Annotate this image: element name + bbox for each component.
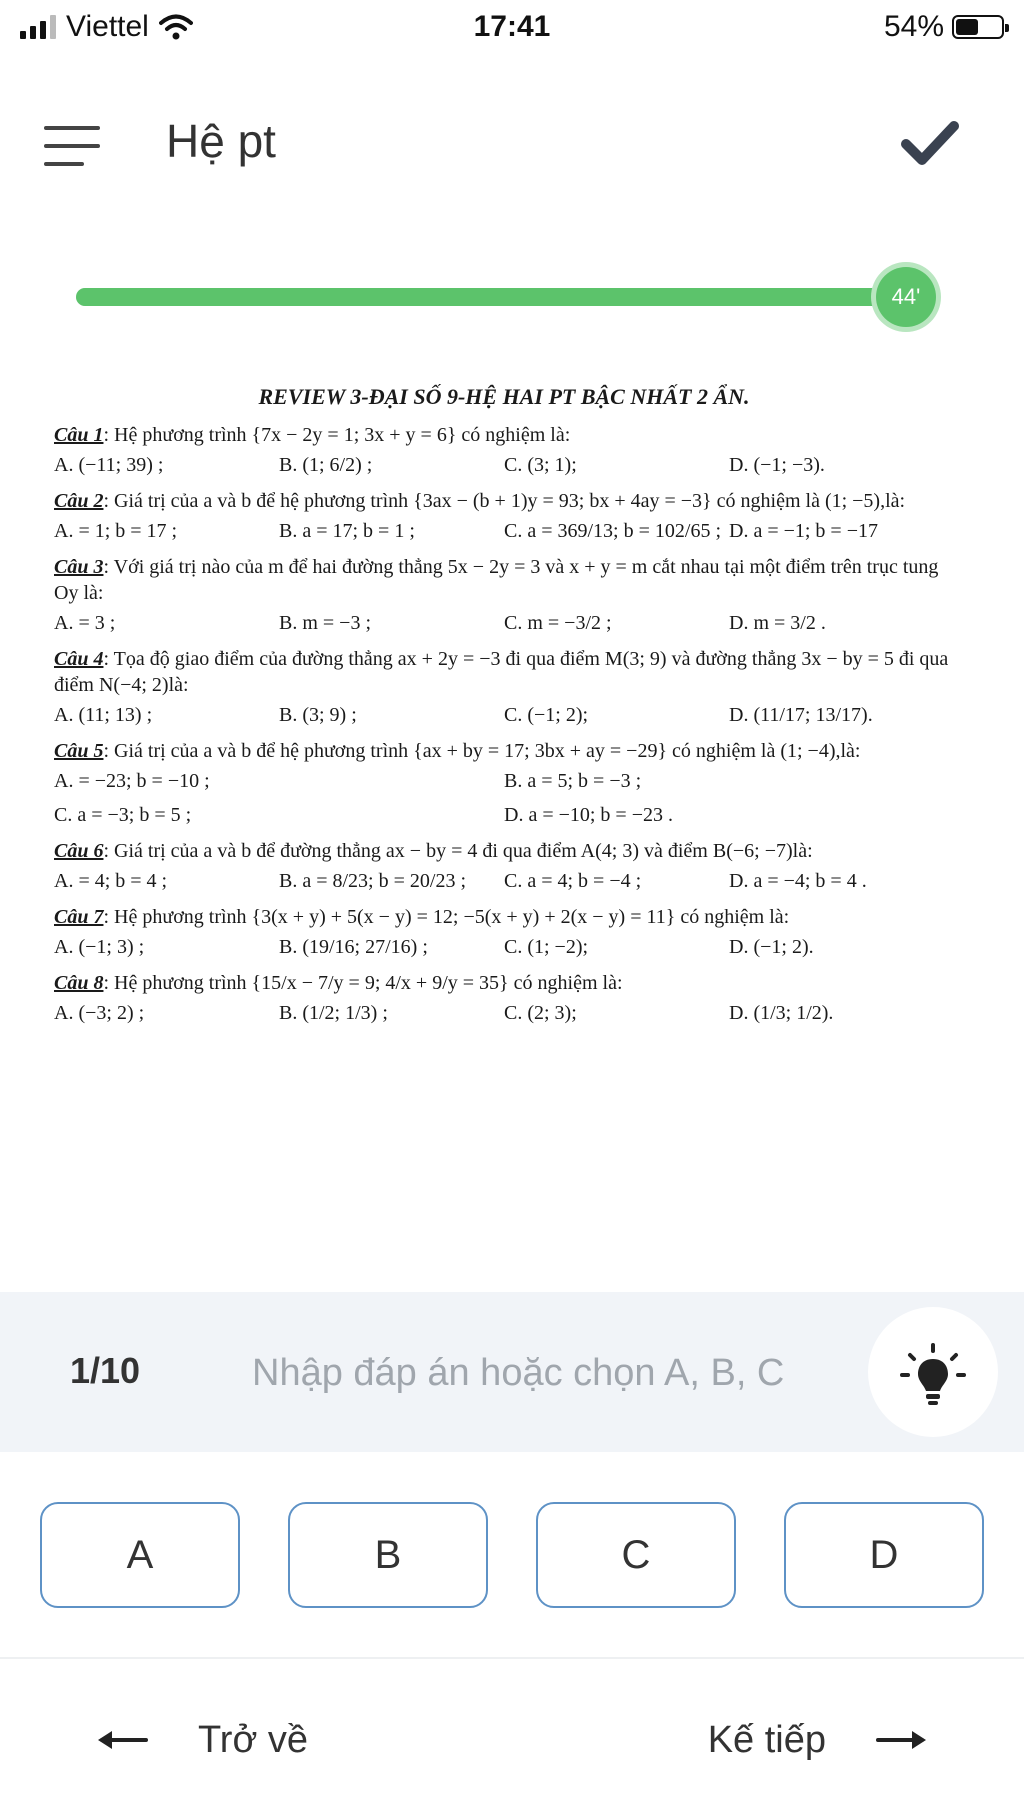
document-title: REVIEW 3-ĐẠI SỐ 9-HỆ HAI PT BẬC NHẤT 2 ẨN. — [258, 384, 750, 409]
battery-icon — [952, 15, 1004, 39]
question-2: Câu 2: Giá trị của a và b để hệ phương trình {3ax − (b + 1)y = 93; bx + 4ay = −3} có nghiệm là (1; −5),là: — [54, 490, 906, 512]
question-counter: 1/10 — [70, 1350, 141, 1391]
options-4: A. (11; 13) ; B. (3; 9) ; C. (−1; 2); D. (11/17; 13/17). — [54, 704, 873, 726]
progress-fill — [76, 288, 925, 306]
battery-group — [884, 10, 1004, 44]
choice-buttons — [40, 1502, 984, 1608]
progress-bar — [76, 288, 934, 306]
page-title: Hệ pt — [166, 115, 276, 167]
back-label: Trở về — [198, 1718, 309, 1761]
lightbulb-icon — [868, 1307, 998, 1437]
choice-c-button[interactable]: C — [536, 1502, 736, 1608]
hamburger-menu-icon[interactable] — [44, 126, 100, 166]
answer-input[interactable] — [250, 1332, 824, 1414]
wifi-icon — [159, 14, 193, 40]
question-6: Câu 6: Giá trị của a và b để đường thẳng ax − by = 4 đi qua điểm A(4; 3) và điểm B(−6; −7)là: — [54, 840, 813, 862]
next-button[interactable] — [708, 1710, 928, 1770]
timer-badge: 44' — [876, 267, 936, 327]
app-bar — [0, 90, 1024, 200]
arrow-left-icon — [96, 1728, 148, 1752]
options-7: A. (−1; 3) ; B. (19/16; 27/16) ; C. (1; −2); D. (−1; 2). — [54, 936, 814, 958]
options-5: A. = −23; b = −10 ; B. a = 5; b = −3 ; C. a = −3; b = 5 ; D. a = −10; b = −23 . — [54, 770, 673, 826]
battery-percent: 54% — [883, 10, 944, 43]
question-5: Câu 5: Giá trị của a và b để hệ phương trình {ax + by = 17; 3bx + ay = −29} có nghiệm là (1; −4),là: — [54, 740, 861, 762]
options-3: A. = 3 ; B. m = −3 ; C. m = −3/2 ; D. m = 3/2 . — [54, 612, 826, 634]
carrier-group — [20, 10, 193, 44]
question-7: Câu 7: Hệ phương trình {3(x + y) + 5(x − y) = 12; −5(x + y) + 2(x − y) = 11} có nghiệm là: — [54, 906, 790, 928]
next-label: Kế tiếp — [707, 1718, 826, 1761]
options-1: A. (−11; 39) ; B. (1; 6/2) ; C. (3; 1); D. (−1; −3). — [54, 454, 825, 476]
hint-button[interactable] — [868, 1307, 998, 1437]
battery-fill — [956, 19, 978, 35]
options-2: A. = 1; b = 17 ; B. a = 17; b = 1 ; C. a = 369/13; b = 102/65 ; D. a = −1; b = −17 — [54, 520, 878, 542]
choice-d-button[interactable]: D — [784, 1502, 984, 1608]
question-8: Câu 8: Hệ phương trình {15/x − 7/y = 9; 4/x + 9/y = 35} có nghiệm là: — [54, 972, 623, 994]
answer-bar — [0, 1292, 1024, 1452]
carrier-name: Viettel — [66, 10, 149, 43]
signal-icon — [20, 15, 56, 39]
arrow-right-icon — [876, 1728, 928, 1752]
bottom-nav — [0, 1700, 1024, 1780]
choice-a-button[interactable]: A — [40, 1502, 240, 1608]
choice-b-button[interactable]: B — [288, 1502, 488, 1608]
status-bar — [0, 0, 1024, 58]
question-document — [54, 378, 954, 1288]
back-button[interactable] — [96, 1710, 308, 1770]
question-1: Câu 1: Hệ phương trình {7x − 2y = 1; 3x + y = 6} có nghiệm là: — [54, 424, 571, 446]
options-6: A. = 4; b = 4 ; B. a = 8/23; b = 20/23 ; C. a = 4; b = −4 ; D. a = −4; b = 4 . — [54, 870, 867, 892]
question-4: Câu 4: Tọa độ giao điểm của đường thẳng ax + 2y = −3 đi qua điểm M(3; 9) và đường thẳng 3x − by = 5 đi qua điểm N(−4; 2)là: — [54, 648, 949, 696]
question-3: Câu 3: Với giá trị nào của m để hai đường thẳng 5x − 2y = 3 và x + y = m cắt nhau tại một điểm trên trục tung Oy là: — [54, 556, 939, 604]
clock: 17:41 — [473, 10, 551, 43]
checkmark-icon[interactable] — [900, 118, 960, 168]
divider — [0, 1657, 1024, 1659]
options-8: A. (−3; 2) ; B. (1/2; 1/3) ; C. (2; 3); D. (1/3; 1/2). — [54, 1002, 834, 1024]
